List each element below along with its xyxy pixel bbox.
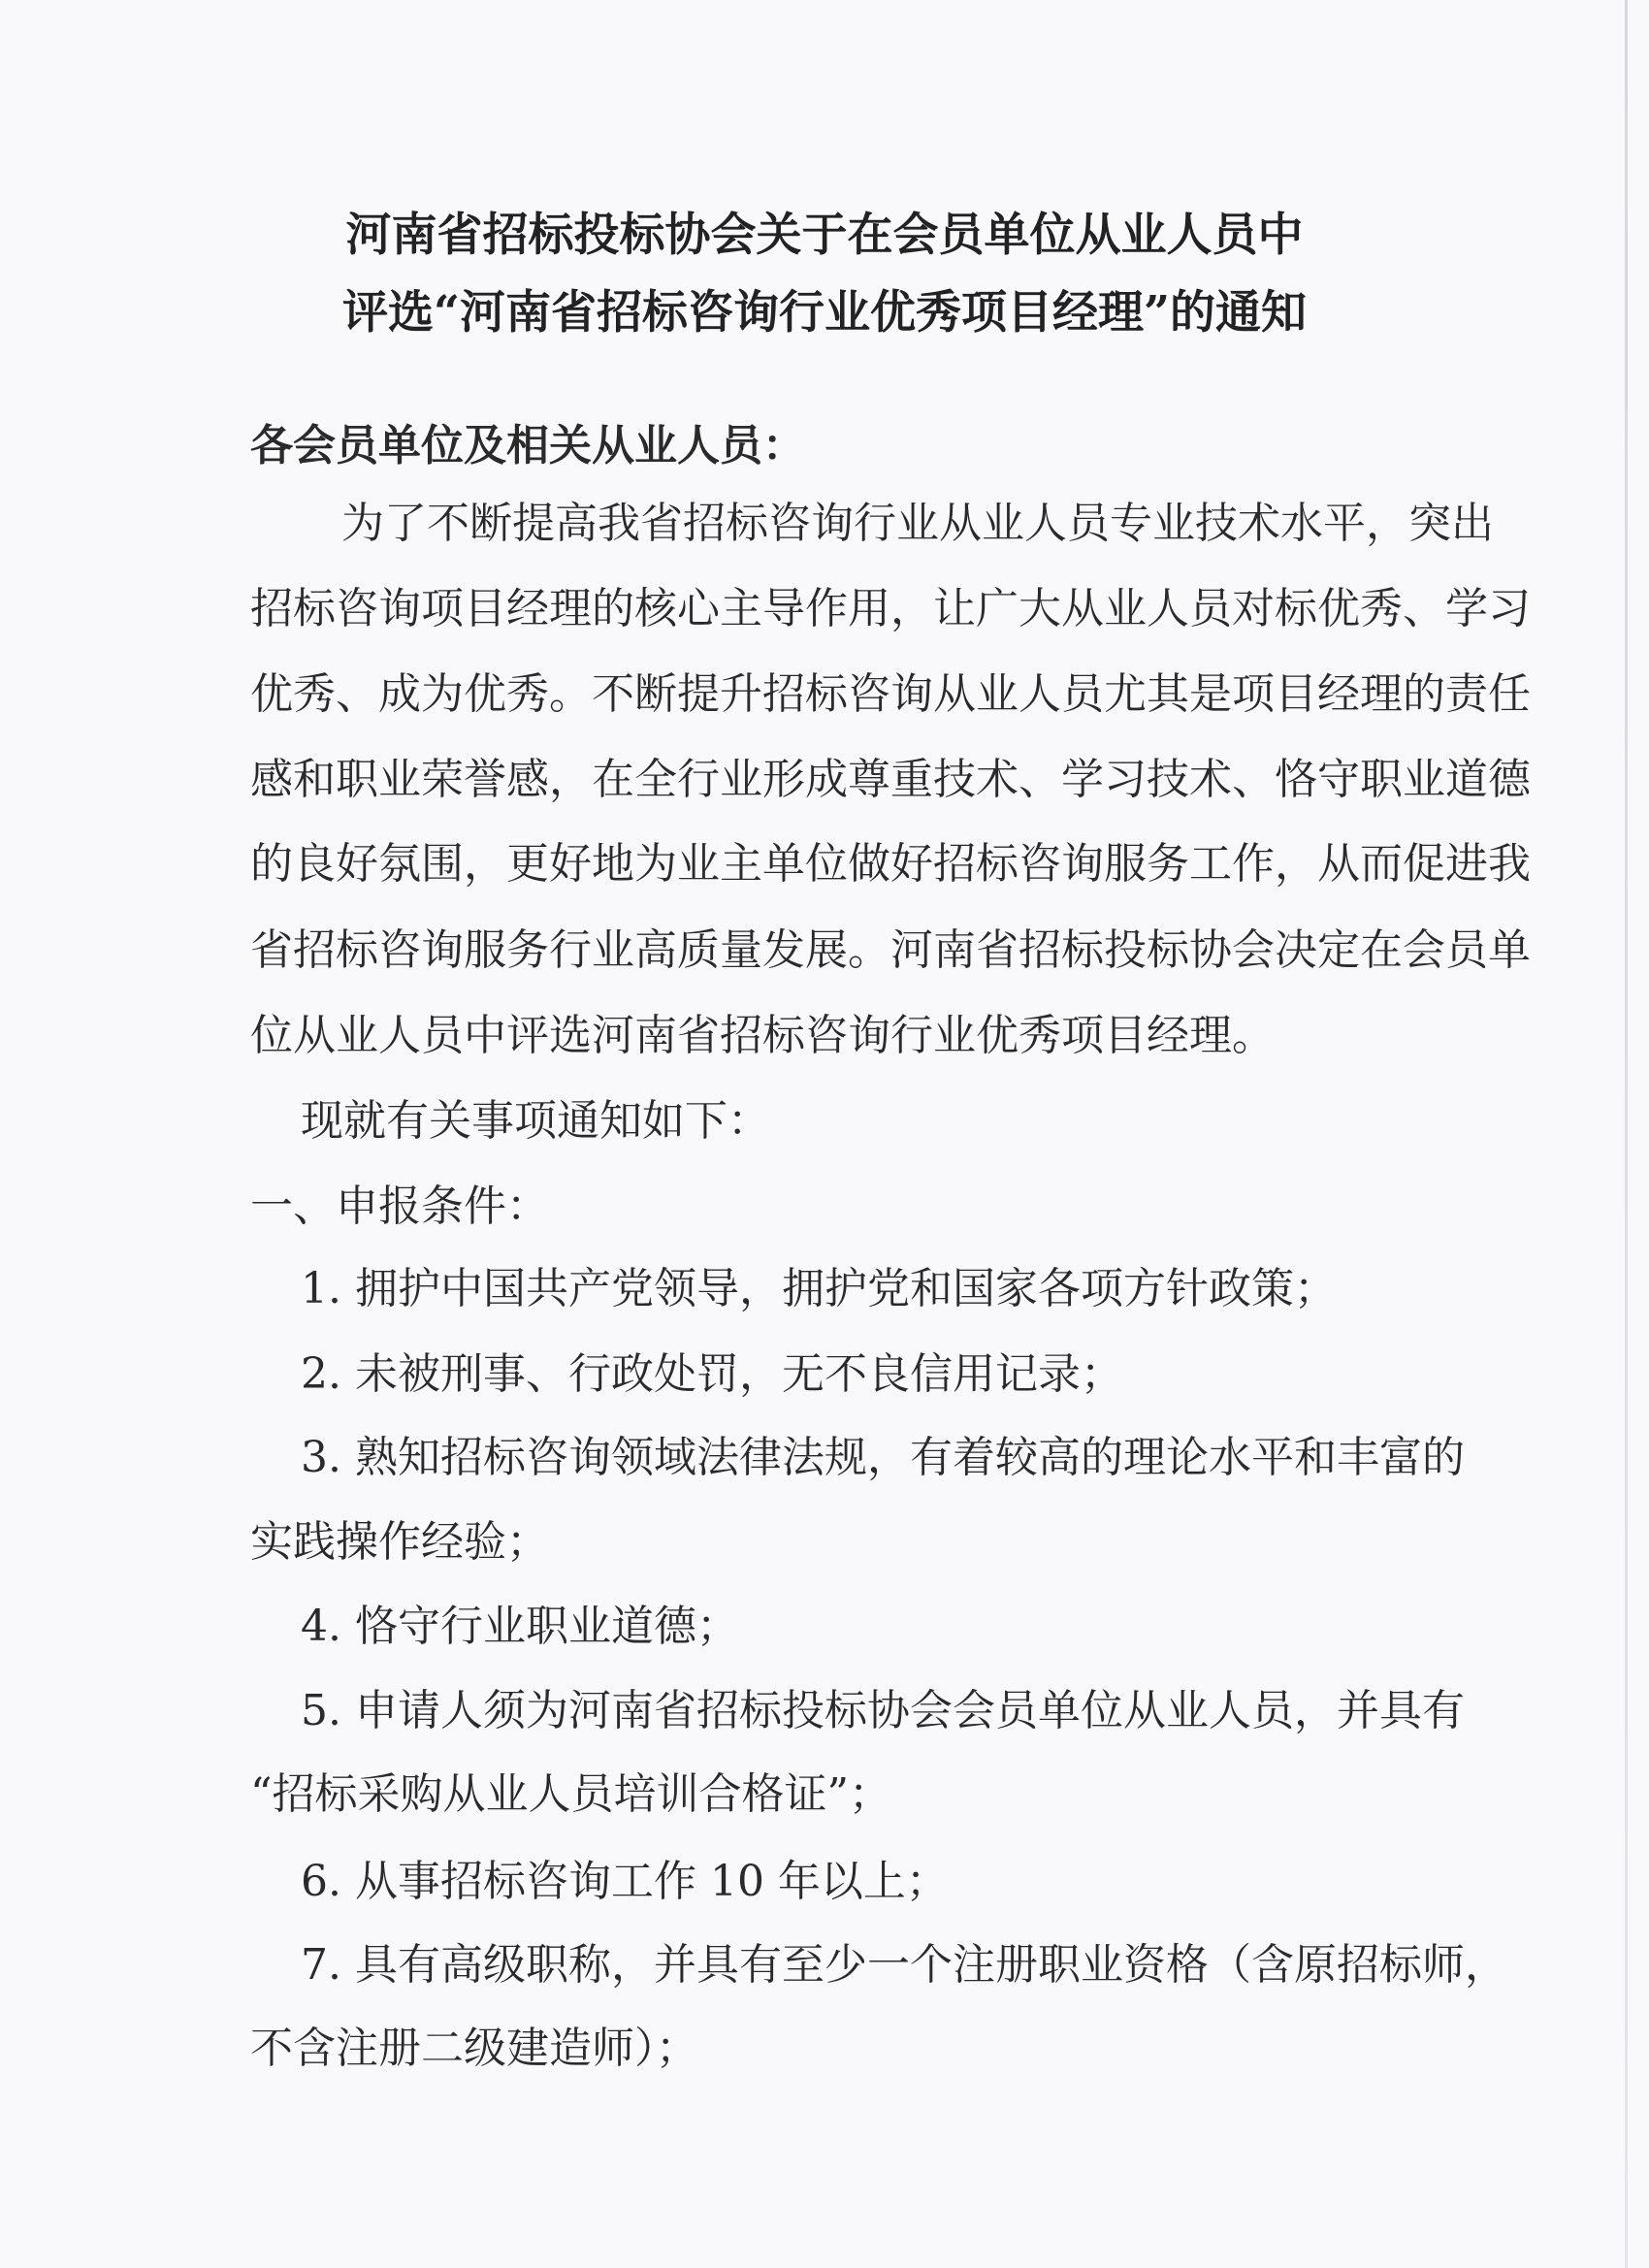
page-edge-shadow: [1625, 0, 1628, 2268]
paragraph-line: 招标咨询项目经理的核心主导作用，让广大从业人员对标优秀、学习: [250, 584, 1531, 633]
document-title-line-1: 河南省招标投标协会关于在会员单位从业人员中: [345, 209, 1304, 262]
document-title-line-2: 评选“河南省招标咨询行业优秀项目经理”的通知: [341, 286, 1308, 340]
salutation: 各会员单位及相关从业人员：: [250, 421, 805, 470]
intro-text: 现就有关事项通知如下：: [301, 1096, 770, 1146]
list-item: 7. 具有高级职称，并具有至少一个注册职业资格（含原招标师，: [301, 1940, 1507, 1990]
list-item: 2. 未被刑事、行政处罚，无不良信用记录；: [301, 1349, 1123, 1399]
paragraph-line: 的良好氛围，更好地为业主单位做好招标咨询服务工作，从而促进我: [250, 839, 1531, 889]
list-item-continuation: 不含注册二级建造师）；: [250, 2024, 698, 2073]
paragraph-line: 为了不断提高我省招标咨询行业从业人员专业技术水平，突出: [341, 499, 1494, 548]
paragraph-line: 位从业人员中评选河南省招标咨询行业优秀项目经理。: [250, 1011, 1275, 1060]
paragraph-line: 感和职业荣誉感，在全行业形成尊重技术、学习技术、恪守职业道德: [250, 755, 1531, 804]
section-heading: 一、申报条件：: [250, 1182, 549, 1231]
list-item: 1. 拥护中国共产党领导，拥护党和国家各项方针政策；: [301, 1264, 1337, 1313]
list-item-continuation: “招标采购从业人员培训合格证”；: [250, 1769, 891, 1819]
paragraph-line: 优秀、成为优秀。不断提升招标咨询从业人员尤其是项目经理的责任: [250, 669, 1531, 719]
list-item: 5. 申请人须为河南省招标投标协会会员单位从业人员，并具有: [301, 1686, 1465, 1735]
list-item: 4. 恪守行业职业道德；: [301, 1602, 739, 1651]
list-item: 3. 熟知招标咨询领域法律法规，有着较高的理论水平和丰富的: [301, 1433, 1465, 1482]
list-item: 6. 从事招标咨询工作 10 年以上；: [301, 1857, 949, 1906]
list-item-continuation: 实践操作经验；: [250, 1517, 549, 1567]
paragraph-line: 省招标咨询服务行业高质量发展。河南省招标投标协会决定在会员单: [250, 925, 1531, 975]
